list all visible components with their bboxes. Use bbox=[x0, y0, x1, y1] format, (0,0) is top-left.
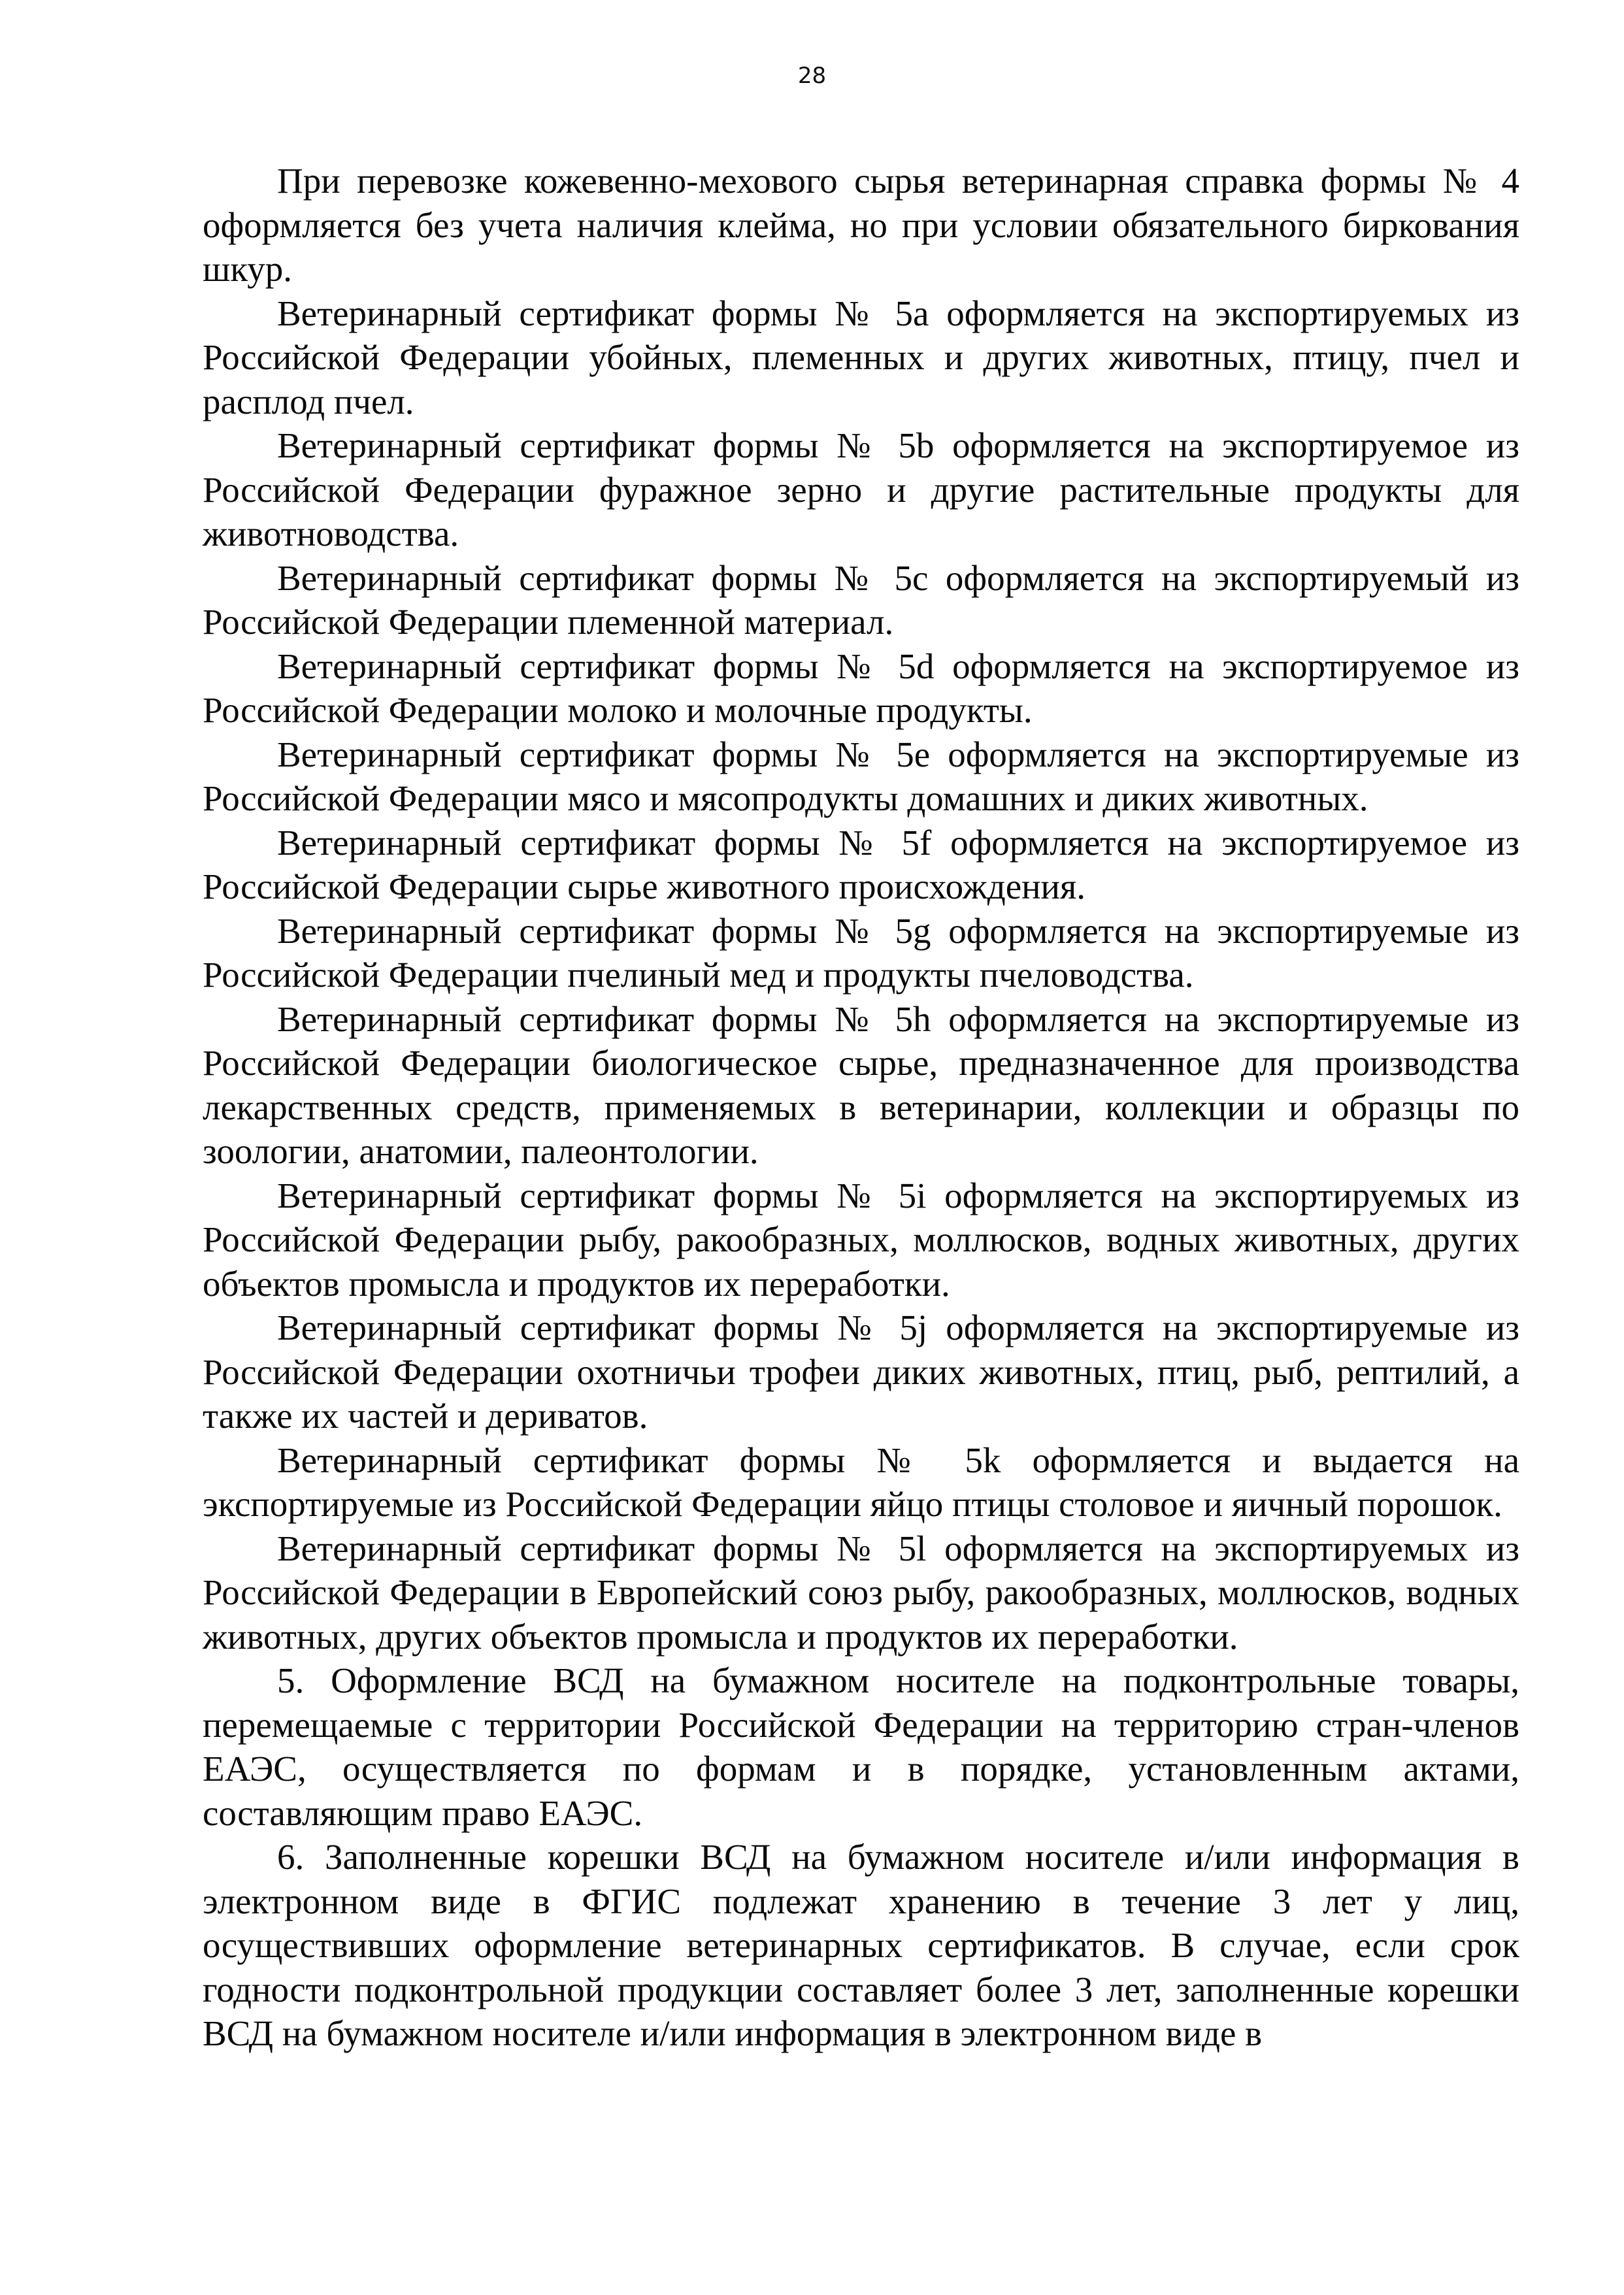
page-number: 28 bbox=[797, 63, 827, 89]
paragraph-form-5e: Ветеринарный сертификат формы № 5e оформляется на экспортируемые из Российской Федерации мясо и мясопродукты домашних и диких животных. bbox=[203, 734, 1519, 818]
paragraph-form-5c: Ветеринарный сертификат формы № 5c оформляется на экспортируемый из Российской Федерации племенной материал. bbox=[203, 557, 1519, 642]
paragraph-form-5i: Ветеринарный сертификат формы № 5i оформляется на экспортируемых из Российской Федерации рыбу, ракообразных, моллюсков, водных животных, других объектов промысла и продуктов их переработки. bbox=[203, 1175, 1519, 1304]
paragraph-form-5d: Ветеринарный сертификат формы № 5d оформляется на экспортируемое из Российской Федерации молоко и молочные продукты. bbox=[203, 646, 1519, 730]
paragraph-form-5a: Ветеринарный сертификат формы № 5a оформляется на экспортируемых из Российской Федерации убойных, племенных и других животных, птицу, пчел и расплод пчел. bbox=[203, 293, 1519, 421]
paragraph-item-5: 5. Оформление ВСД на бумажном носителе на подконтрольные товары, перемещаемые с территории Российской Федерации на территорию стран-членов ЕАЭС, осуществляется по формам и в порядке, установленным актами, составляющим право ЕАЭС. bbox=[203, 1660, 1519, 1833]
paragraph-form-5f: Ветеринарный сертификат формы № 5f оформляется на экспортируемое из Российской Федерации сырье животного происхождения. bbox=[203, 822, 1519, 906]
paragraph-form-5h: Ветеринарный сертификат формы № 5h оформляется на экспортируемые из Российской Федерации биологическое сырье, предназначенное для производства лекарственных средств, применяемых в ветеринарии, коллекции и образцы по зоологии, анатомии, палеонтологии. bbox=[203, 999, 1519, 1171]
document-body bbox=[203, 159, 1519, 2056]
paragraph-form-5j: Ветеринарный сертификат формы № 5j оформляется на экспортируемые из Российской Федерации охотничьи трофеи диких животных, птиц, рыб, рептилий, а также их частей и дериватов. bbox=[203, 1308, 1519, 1436]
paragraph-form-5b: Ветеринарный сертификат формы № 5b оформляется на экспортируемое из Российской Федерации фуражное зерно и другие растительные продукты для животноводства. bbox=[203, 425, 1519, 553]
paragraph-item-6: 6. Заполненные корешки ВСД на бумажном носителе и/или информация в электронном виде в ФГИС подлежат хранению в течение 3 лет у лиц, осуществивших оформление ветеринарных сертификатов. В случае, если срок годности подконтрольной продукции составляет более 3 лет, заполненные корешки ВСД на бумажном носителе и/или информация в электронном виде в bbox=[203, 1837, 1519, 2053]
paragraph-hide-raw-material: При перевозке кожевенно-мехового сырья ветеринарная справка формы № 4 оформляется без учета наличия клейма, но при условии обязательного биркования шкур. bbox=[203, 161, 1519, 289]
paragraph-form-5g: Ветеринарный сертификат формы № 5g оформляется на экспортируемые из Российской Федерации пчелиный мед и продукты пчеловодства. bbox=[203, 910, 1519, 995]
paragraph-form-5l: Ветеринарный сертификат формы № 5l оформляется на экспортируемых из Российской Федерации в Европейский союз рыбу, ракообразных, моллюсков, водных животных, других объектов промысла и продуктов их переработки. bbox=[203, 1528, 1519, 1657]
paragraph-form-5k: Ветеринарный сертификат формы № 5k оформляется и выдается на экспортируемые из Российской Федерации яйцо птицы столовое и яичный порошок. bbox=[203, 1440, 1519, 1524]
